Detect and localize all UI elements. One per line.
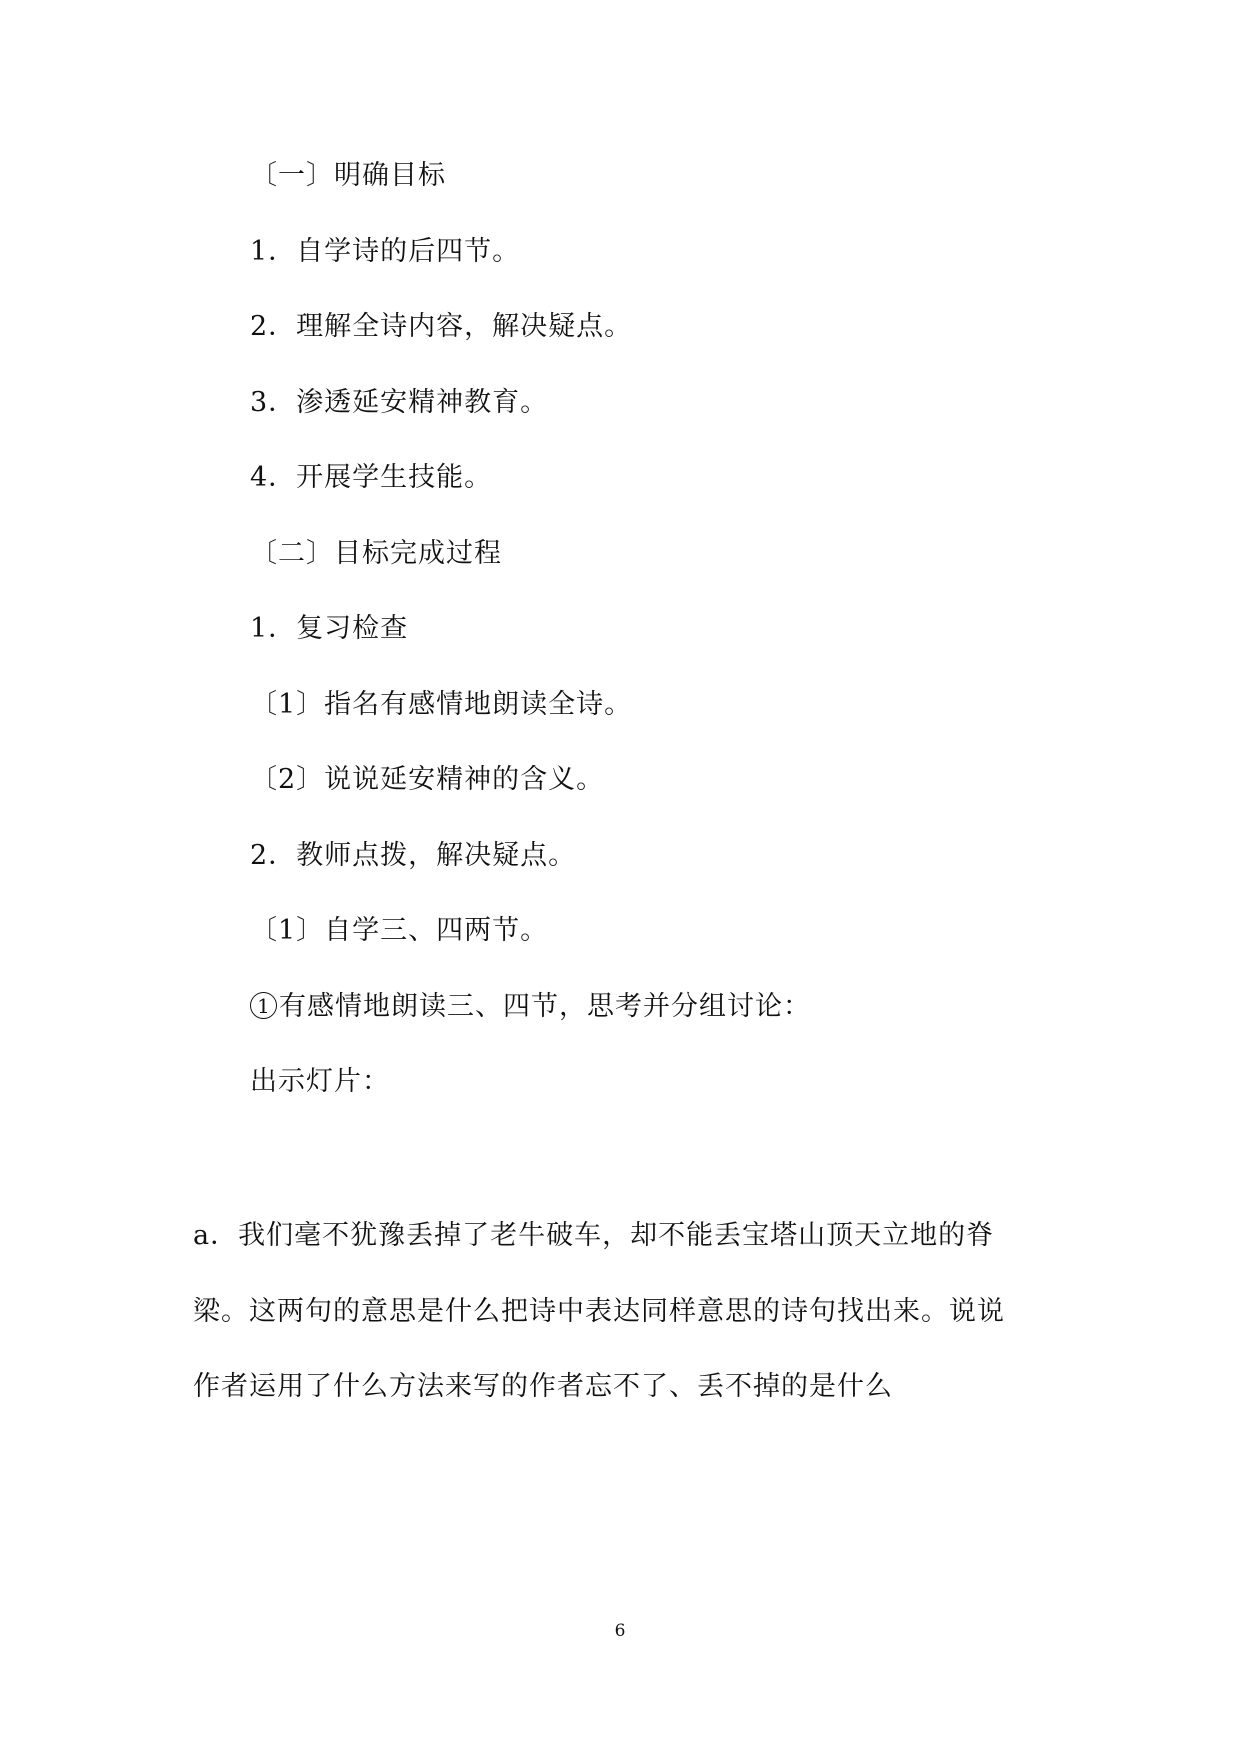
slide-label: 出示灯片：: [250, 1066, 390, 1097]
objective-item-1: 1．自学诗的后四节。: [250, 236, 521, 267]
section-heading-objectives: 〔一〕明确目标: [250, 160, 446, 191]
sub-step-meaning: 〔2〕说说延安精神的含义。: [250, 764, 605, 795]
circled-number-marker: 1: [250, 992, 277, 1019]
sub-step-self-study: 〔1〕自学三、四两节。: [250, 915, 549, 946]
page-number: 6: [614, 1621, 626, 1641]
objective-item-4: 4．开展学生技能。: [250, 462, 493, 493]
objective-item-3: 3．渗透延安精神教育。: [250, 387, 549, 418]
sub-step-read-poem: 〔1〕指名有感情地朗读全诗。: [250, 689, 633, 720]
objective-item-2: 2．理解全诗内容，解决疑点。: [250, 311, 633, 342]
process-step-1: 1．复习检查: [250, 613, 409, 644]
circled-item-text: 有感情地朗读三、四节，思考并分组讨论：: [279, 991, 811, 1022]
section-heading-process: 〔二〕目标完成过程: [250, 538, 502, 569]
process-step-2: 2．教师点拨，解决疑点。: [250, 840, 577, 871]
question-line-1: a．我们毫不犹豫丢掉了老牛破车，却不能丢宝塔山顶天立地的脊: [193, 1220, 995, 1251]
question-line-2: 梁。这两句的意思是什么把诗中表达同样意思的诗句找出来。说说: [193, 1296, 1005, 1327]
circled-list-item: [250, 989, 811, 1025]
question-line-3: 作者运用了什么方法来写的作者忘不了、丢不掉的是什么: [193, 1371, 893, 1402]
